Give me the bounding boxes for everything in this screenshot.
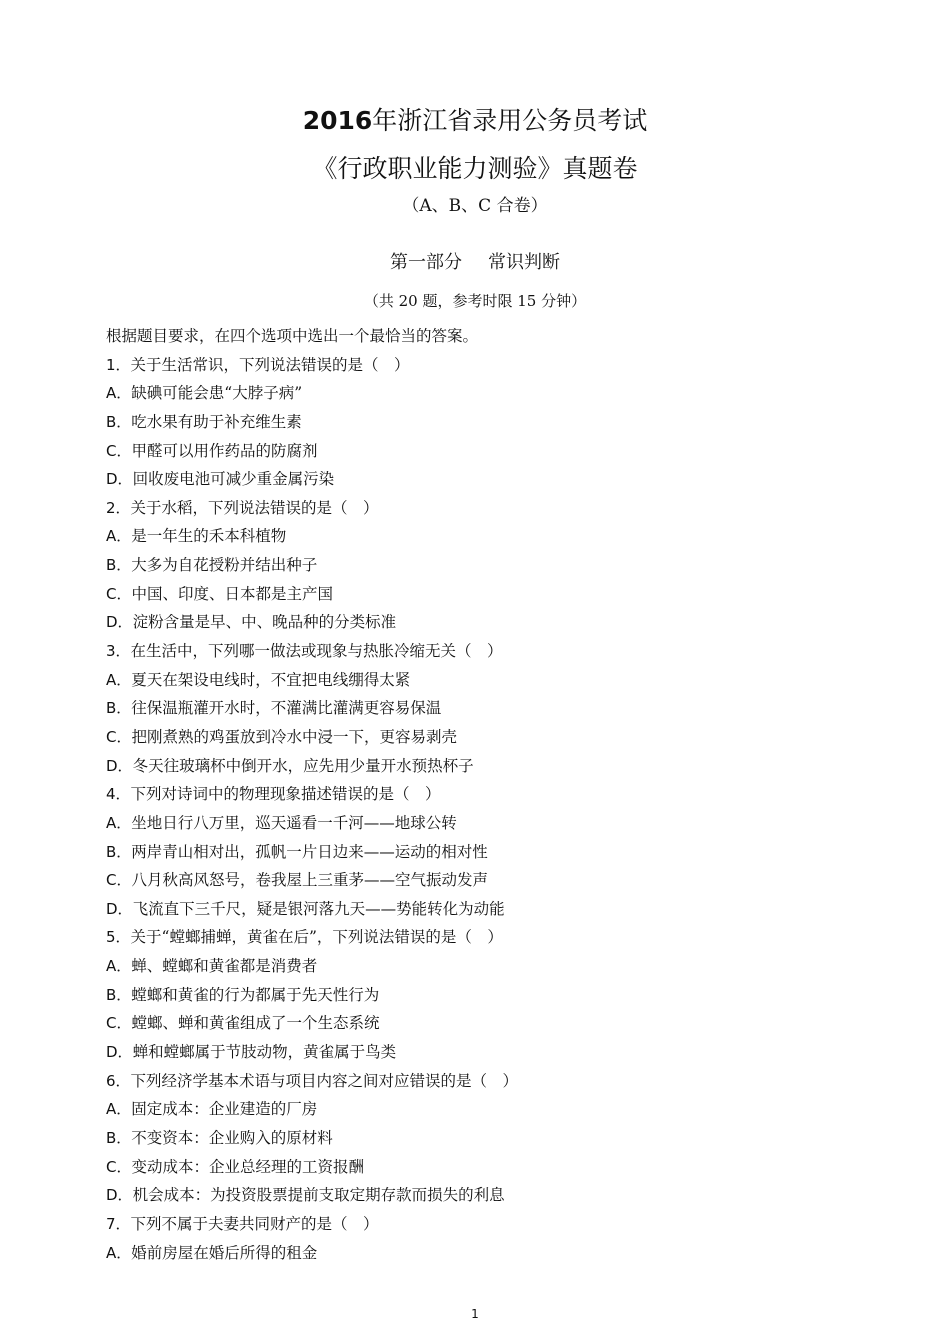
answer-option <box>106 895 866 924</box>
question-number: 3． <box>106 642 131 661</box>
option-label: D． <box>106 899 133 918</box>
option-text: 蝉、螳螂和黄雀都是消费者 <box>131 957 318 976</box>
question-number: 2． <box>106 498 131 517</box>
option-text: 螳螂和黄雀的行为都属于先天性行为 <box>131 985 380 1004</box>
question-text: 在生活中，下列哪一做法或现象与热胀冷缩无关（ ） <box>130 642 503 661</box>
option-text: 两岸青山相对出，孤帆一片日边来——运动的相对性 <box>131 842 488 861</box>
answer-option <box>106 723 866 752</box>
question-text: 下列不属于夫妻共同财产的是（ ） <box>130 1214 379 1233</box>
option-text: 淀粉含量是早、中、晚品种的分类标准 <box>132 613 397 632</box>
question-stem <box>106 923 866 952</box>
option-label: B． <box>106 985 132 1004</box>
option-label: D． <box>106 613 133 632</box>
option-text: 八月秋高风怒号，卷我屋上三重茅——空气振动发声 <box>131 871 488 890</box>
option-text: 甲醛可以用作药品的防腐剂 <box>131 441 318 460</box>
question-stem <box>106 494 866 523</box>
question-number: 6． <box>106 1071 131 1090</box>
question-text: 关于“螳螂捕蝉，黄雀在后”，下列说法错误的是（ ） <box>130 928 503 947</box>
option-label: A． <box>106 957 132 976</box>
option-label: B． <box>106 556 132 575</box>
option-label: C． <box>106 727 132 746</box>
answer-option <box>106 522 866 551</box>
answer-option <box>106 866 866 895</box>
option-label: A． <box>106 527 132 546</box>
option-label: B． <box>106 842 132 861</box>
answer-option <box>106 694 866 723</box>
answer-option <box>106 981 866 1010</box>
question-list <box>106 322 866 1267</box>
answer-option <box>106 666 866 695</box>
option-label: B． <box>106 699 132 718</box>
option-label: D． <box>106 756 133 775</box>
option-label: D． <box>106 1186 133 1205</box>
answer-option <box>106 1095 866 1124</box>
option-text: 是一年生的禾本科植物 <box>131 527 287 546</box>
title-text: 年浙江省录用公务员考试 <box>372 106 648 135</box>
document-edition: （A、B、C 合卷） <box>402 196 548 216</box>
option-text: 蝉和螳螂属于节肢动物，黄雀属于鸟类 <box>132 1043 397 1062</box>
document-subtitle: 《行政职业能力测验》真题卷 <box>312 154 638 183</box>
question-number: 4． <box>106 785 131 804</box>
option-label: A． <box>106 1243 132 1262</box>
answer-option <box>106 608 866 637</box>
answer-option <box>106 1239 866 1268</box>
answer-option <box>106 809 866 838</box>
answer-option <box>106 408 866 437</box>
answer-option <box>106 551 866 580</box>
option-text: 吃水果有助于补充维生素 <box>131 412 302 431</box>
section-name: 第一部分 <box>390 252 462 273</box>
question-stem <box>106 1067 866 1096</box>
answer-option <box>106 752 866 781</box>
option-text: 固定成本：企业建造的厂房 <box>131 1100 318 1119</box>
option-text: 缺碘可能会患“大脖子病” <box>131 384 303 403</box>
option-text: 中国、印度、日本都是主产国 <box>131 584 333 603</box>
option-label: D． <box>106 1043 133 1062</box>
answer-option <box>106 465 866 494</box>
question-number: 1． <box>106 355 131 374</box>
option-text: 往保温瓶灌开水时，不灌满比灌满更容易保温 <box>131 699 442 718</box>
section-note: （共 20 题，参考时限 15 分钟） <box>363 292 587 310</box>
answer-option <box>106 1009 866 1038</box>
option-label: C． <box>106 441 132 460</box>
section-topic: 常识判断 <box>488 252 560 273</box>
question-text: 下列经济学基本术语与项目内容之间对应错误的是（ ） <box>130 1071 519 1090</box>
option-text: 螳螂、蝉和黄雀组成了一个生态系统 <box>131 1014 380 1033</box>
question-number: 5． <box>106 928 131 947</box>
question-text: 下列对诗词中的物理现象描述错误的是（ ） <box>130 785 441 804</box>
document-title <box>0 104 950 138</box>
option-label: C． <box>106 1014 132 1033</box>
question-number: 7． <box>106 1214 131 1233</box>
option-label: A． <box>106 384 132 403</box>
answer-option <box>106 1153 866 1182</box>
option-label: B． <box>106 1128 132 1147</box>
answer-option <box>106 1038 866 1067</box>
option-label: A． <box>106 1100 132 1119</box>
question-text: 关于生活常识，下列说法错误的是（ ） <box>130 355 410 374</box>
section-heading <box>0 249 950 277</box>
option-text: 大多为自花授粉并结出种子 <box>131 556 318 575</box>
question-stem <box>106 1210 866 1239</box>
option-label: C． <box>106 1157 132 1176</box>
option-text: 坐地日行八万里，巡天遥看一千河——地球公转 <box>131 813 457 832</box>
answer-option <box>106 952 866 981</box>
title-year: 2016 <box>302 106 373 135</box>
option-text: 不变资本：企业购入的原材料 <box>131 1128 333 1147</box>
option-text: 把刚煮熟的鸡蛋放到冷水中浸一下，更容易剥壳 <box>131 727 457 746</box>
option-label: A． <box>106 813 132 832</box>
question-stem <box>106 780 866 809</box>
page-number: 1 <box>471 1307 479 1321</box>
option-label: A． <box>106 670 132 689</box>
option-label: C． <box>106 871 132 890</box>
answer-option <box>106 437 866 466</box>
answer-option <box>106 1181 866 1210</box>
answer-option <box>106 838 866 867</box>
answer-option <box>106 379 866 408</box>
answer-option <box>106 580 866 609</box>
option-text: 机会成本：为投资股票提前支取定期存款而损失的利息 <box>132 1186 505 1205</box>
option-text: 婚前房屋在婚后所得的租金 <box>131 1243 318 1262</box>
question-stem <box>106 637 866 666</box>
answer-option <box>106 1124 866 1153</box>
instruction-text: 根据题目要求，在四个选项中选出一个最恰当的答案。 <box>106 327 479 345</box>
option-text: 夏天在架设电线时，不宜把电线绷得太紧 <box>131 670 411 689</box>
question-stem <box>106 351 866 380</box>
option-label: D． <box>106 470 133 489</box>
option-label: C． <box>106 584 132 603</box>
option-text: 变动成本：企业总经理的工资报酬 <box>131 1157 364 1176</box>
option-text: 飞流直下三千尺，疑是银河落九天——势能转化为动能 <box>132 899 505 918</box>
option-label: B． <box>106 412 132 431</box>
option-text: 冬天往玻璃杯中倒开水，应先用少量开水预热杯子 <box>132 756 474 775</box>
question-text: 关于水稻，下列说法错误的是（ ） <box>130 498 379 517</box>
option-text: 回收废电池可减少重金属污染 <box>132 470 335 489</box>
